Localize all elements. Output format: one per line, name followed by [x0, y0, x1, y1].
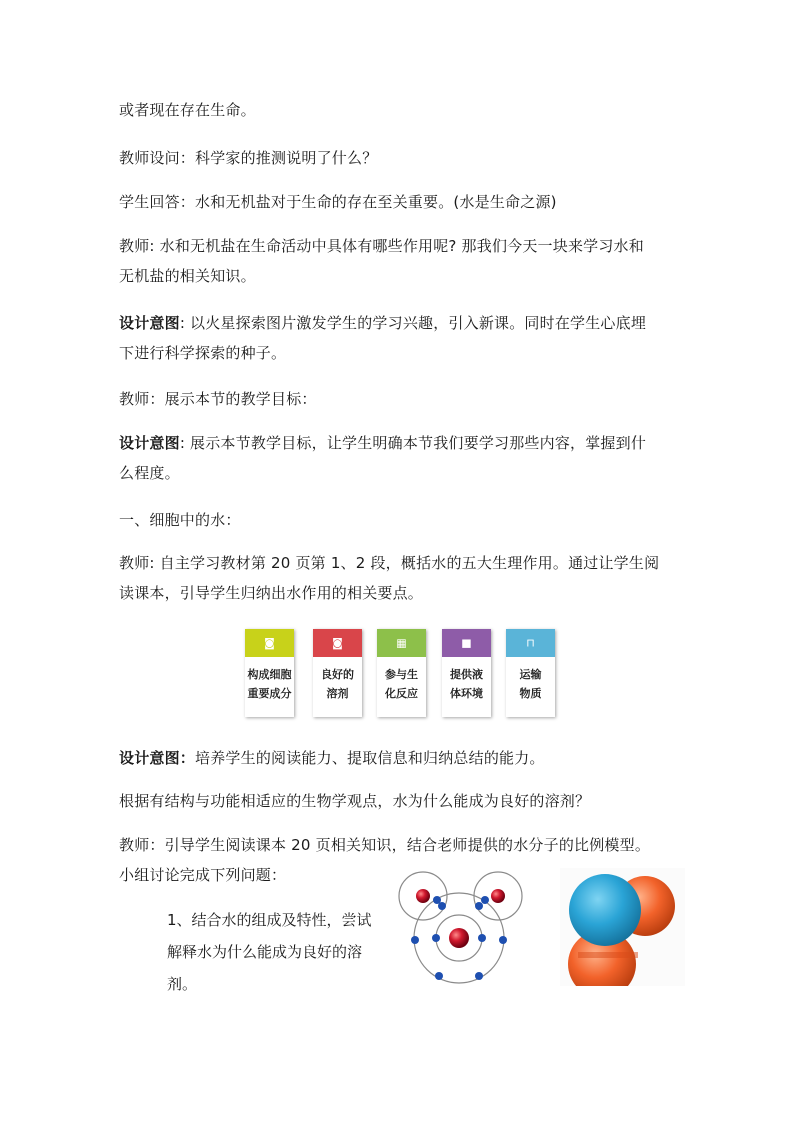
hydrogen-nucleus	[491, 889, 505, 903]
function-card	[506, 629, 555, 717]
electron	[478, 934, 486, 942]
water-molecule-model-photo	[560, 868, 685, 986]
teacher-objectives: 教师：展示本节的教学目标：	[119, 390, 317, 408]
teacher-guide-line: 教师：引导学生阅读课本 20 页相关知识，结合老师提供的水分子的比例模型。	[119, 836, 651, 854]
oxygen-model-ball	[569, 874, 641, 946]
function-card	[377, 629, 426, 717]
hydrogen-nucleus	[416, 889, 430, 903]
electron	[481, 896, 489, 904]
card-label: 良好的	[321, 668, 354, 681]
structure-function-question: 根据有结构与功能相适应的生物学观点，水为什么能成为良好的溶剂？	[119, 792, 591, 810]
design-intent-label: 设计意图	[119, 314, 180, 332]
camera-icon: ◙	[332, 636, 343, 650]
design-intent-label: 设计意图：	[119, 749, 196, 767]
teacher-intro-line: 无机盐的相关知识。	[119, 267, 256, 285]
teacher-guide-line: 小组讨论完成下列问题：	[119, 866, 287, 884]
design-intent-1	[119, 308, 679, 368]
briefcase-icon: ■	[461, 636, 472, 650]
card-label: 溶剂	[326, 687, 349, 700]
electron	[499, 936, 507, 944]
question-line: 解释水为什么能成为良好的溶	[167, 943, 363, 961]
design-intent-text: : 展示本节教学目标，让学生明确本节我们要学习那些内容，掌握到什	[179, 434, 647, 452]
question-line: 1、结合水的组成及特性，尝试	[167, 911, 372, 929]
electron	[475, 902, 483, 910]
teacher-self-study	[119, 548, 679, 608]
lock-icon: ⊓	[526, 636, 535, 650]
card-label: 运输	[519, 668, 542, 681]
design-intent-label: 设计意图	[119, 434, 180, 452]
card-band	[377, 629, 426, 657]
calendar-icon: ▦	[396, 636, 407, 650]
card-label: 物质	[519, 687, 542, 700]
electron	[411, 936, 419, 944]
card-band	[245, 629, 294, 657]
card-label: 提供液	[450, 668, 483, 681]
function-card	[313, 629, 362, 717]
electron	[433, 896, 441, 904]
design-intent-text: 么程度。	[119, 464, 180, 482]
design-intent-text: 培养学生的阅读能力、提取信息和归纳总结的能力。	[195, 749, 545, 767]
electron	[475, 972, 483, 980]
card-label: 构成细胞	[247, 668, 292, 681]
function-card	[442, 629, 491, 717]
card-label: 参与生	[385, 668, 418, 681]
question-1	[167, 904, 377, 1000]
question-line: 剂。	[167, 975, 198, 993]
function-card	[245, 629, 294, 717]
camera-icon: ◙	[264, 636, 275, 650]
section-heading: 一、细胞中的水：	[119, 511, 241, 529]
card-band	[506, 629, 555, 657]
teacher-intro-line: 教师: 水和无机盐在生命活动中具体有哪些作用呢? 那我们今天一块来学习水和	[119, 237, 644, 255]
electron	[435, 972, 443, 980]
design-intent-text: 下进行科学探索的种子。	[119, 344, 287, 362]
card-label: 重要成分	[247, 687, 292, 700]
teacher-question: 教师设问：科学家的推测说明了什么？	[119, 149, 378, 167]
card-band	[313, 629, 362, 657]
design-intent-2	[119, 428, 679, 488]
card-label: 化反应	[385, 687, 418, 700]
electron	[432, 934, 440, 942]
card-label: 体环境	[450, 687, 483, 700]
design-intent-text: : 以火星探索图片激发学生的学习兴趣，引入新课。同时在学生心底埋	[179, 314, 647, 332]
student-answer: 学生回答：水和无机盐对于生命的存在至关重要。(水是生命之源)	[119, 193, 557, 211]
card-band	[442, 629, 491, 657]
teacher-self-study-line: 教师: 自主学习教材第 20 页第 1、2 段，概括水的五大生理作用。通过让学生阅	[119, 554, 660, 572]
water-molecule-atom-diagram	[395, 868, 555, 988]
paragraph-intro-end: 或者现在存在生命。	[119, 101, 256, 119]
teacher-self-study-line: 读课本，引导学生归纳出水作用的相关要点。	[119, 584, 424, 602]
design-intent-3	[119, 743, 679, 773]
teacher-intro	[119, 231, 679, 291]
oxygen-nucleus	[449, 928, 469, 948]
